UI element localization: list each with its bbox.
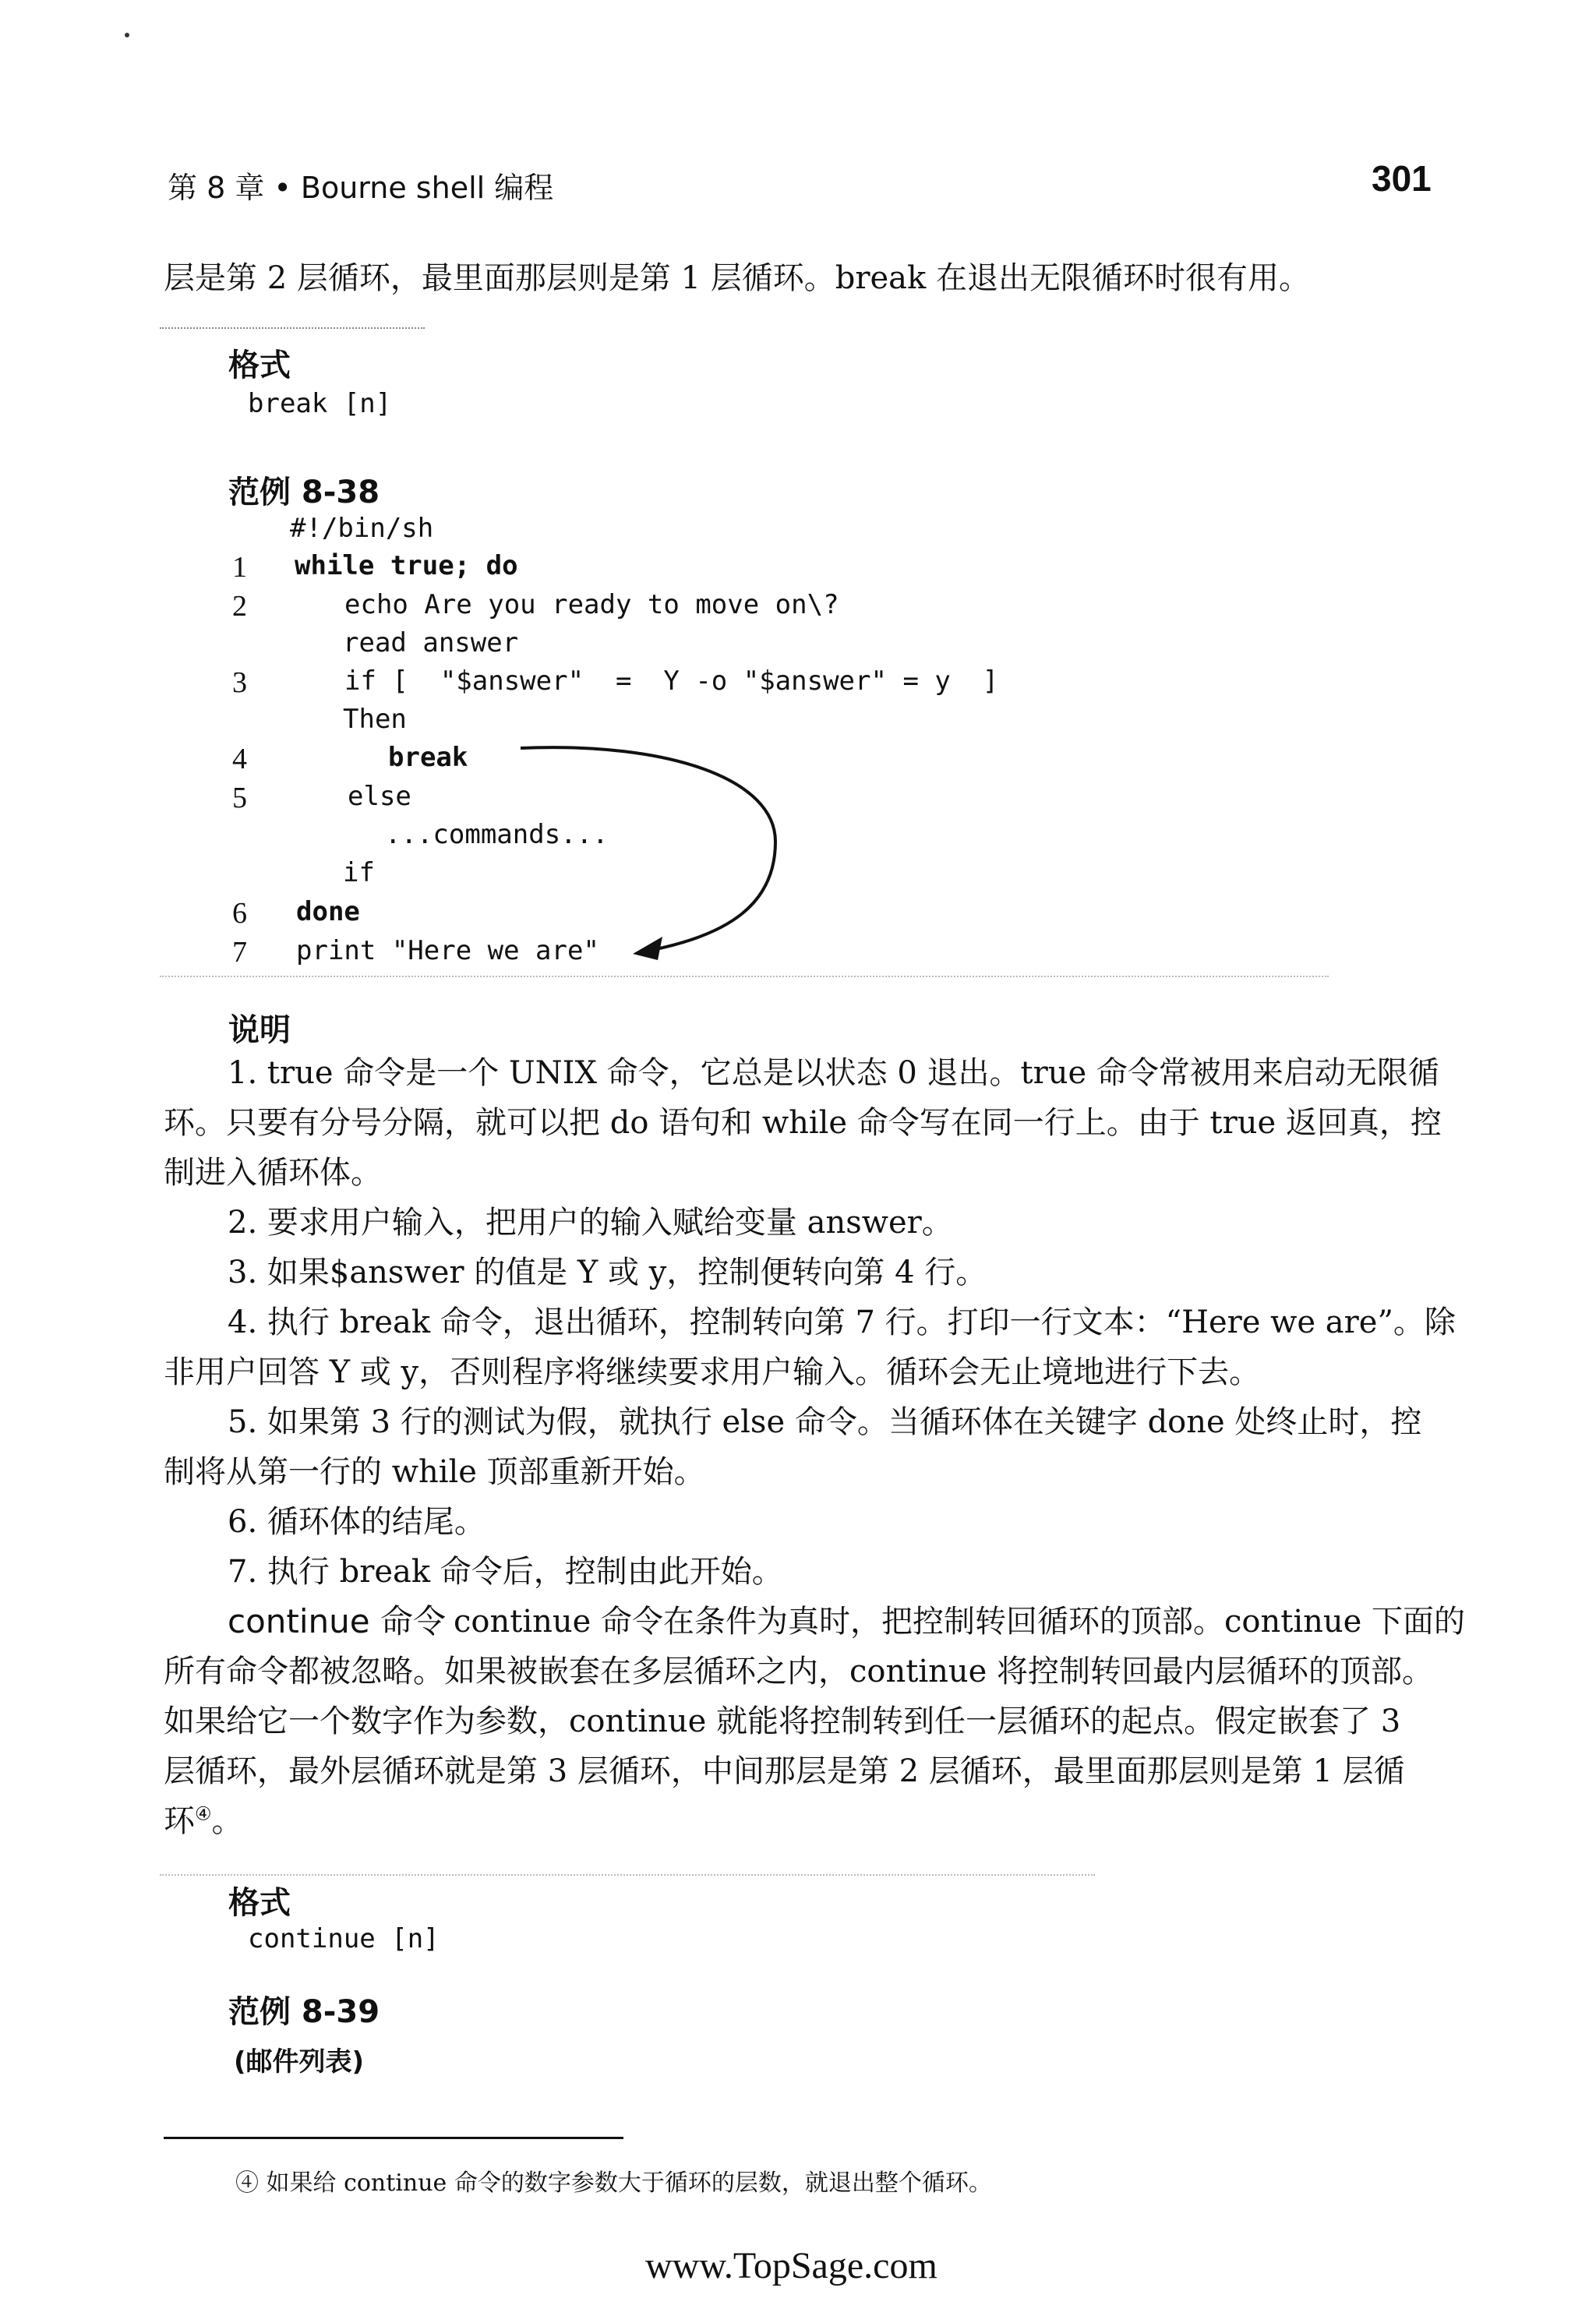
code-line: else bbox=[348, 781, 411, 812]
continue-heading: continue 命令 bbox=[228, 1602, 446, 1640]
code-line: read answer bbox=[343, 627, 519, 658]
explanation-item: 环。只要有分号分隔，就可以把 do 语句和 while 命令写在同一行上。由于 true 返回真，控 bbox=[164, 1105, 1442, 1141]
chapter-header: 第 8 章 • Bourne shell 编程 bbox=[168, 171, 554, 205]
code-line: done bbox=[296, 896, 360, 927]
code-line: if bbox=[343, 857, 375, 888]
continue-paragraph-line: 层循环，最外层循环就是第 3 层循环，中间那层是第 2 层循环，最里面那层则是第 1 层循 bbox=[164, 1753, 1405, 1789]
shebang-line: #!/bin/sh bbox=[290, 513, 434, 544]
footnote: ④ 如果给 continue 命令的数字参数大于循环的层数，就退出整个循环。 bbox=[235, 2169, 992, 2197]
explanation-item: 3. 如果$answer 的值是 Y 或 y，控制便转向第 4 行。 bbox=[228, 1255, 987, 1290]
code-line: print "Here we are" bbox=[296, 935, 599, 966]
divider bbox=[160, 1874, 1095, 1876]
code-line: break bbox=[388, 742, 468, 773]
example-label: 范例 8-38 bbox=[228, 475, 380, 510]
example-note: (邮件列表) bbox=[234, 2046, 365, 2078]
explanation-item: 非用户回答 Y 或 y，否则程序将继续要求用户输入。循环会无止境地进行下去。 bbox=[164, 1354, 1261, 1390]
line-number: 1 bbox=[232, 551, 247, 584]
continue-paragraph-line: continue 命令在条件为真时，把控制转回循环的顶部。continue 下面的 bbox=[454, 1604, 1466, 1640]
continue-last-line-end: 。 bbox=[211, 1803, 243, 1839]
divider bbox=[160, 976, 1329, 977]
format-code: break [n] bbox=[248, 388, 392, 419]
line-number: 2 bbox=[232, 590, 247, 623]
footer-url[interactable]: www.TopSage.com bbox=[645, 2245, 937, 2286]
explanation-label: 说明 bbox=[228, 1012, 291, 1048]
continue-paragraph-line: 如果给它一个数字作为参数，continue 就能将控制转到任一层循环的起点。假定嵌套了 3 bbox=[164, 1703, 1401, 1739]
explanation-item: 7. 执行 break 命令后，控制由此开始。 bbox=[228, 1554, 783, 1590]
intro-paragraph: 层是第 2 层循环，最里面那层则是第 1 层循环。break 在退出无限循环时很有用。 bbox=[164, 260, 1310, 296]
code-line: if [ "$answer" = Y -o "$answer" = y ] bbox=[344, 665, 999, 697]
code-line: echo Are you ready to move on\? bbox=[344, 589, 839, 620]
line-number: 5 bbox=[232, 782, 247, 814]
footnote-ref[interactable]: ④ bbox=[195, 1802, 212, 1825]
line-number: 7 bbox=[232, 936, 247, 969]
code-line: Then bbox=[343, 704, 407, 735]
page-number: 301 bbox=[1372, 158, 1432, 199]
explanation-item: 4. 执行 break 命令，退出循环，控制转向第 7 行。打印一行文本：“Here we are”。除 bbox=[228, 1305, 1456, 1340]
footnote-rule bbox=[164, 2137, 623, 2139]
code-line: while true; do bbox=[295, 550, 518, 581]
explanation-item: 制进入循环体。 bbox=[164, 1155, 382, 1191]
explanation-item: 5. 如果第 3 行的测试为假，就执行 else 命令。当循环体在关键字 done 处终止时，控 bbox=[228, 1404, 1422, 1440]
format-label: 格式 bbox=[228, 348, 291, 383]
format-label: 格式 bbox=[228, 1885, 291, 1921]
format-code: continue [n] bbox=[248, 1923, 440, 1954]
line-number: 3 bbox=[232, 666, 247, 699]
line-number: 4 bbox=[232, 743, 247, 775]
explanation-item: 6. 循环体的结尾。 bbox=[228, 1504, 486, 1540]
line-number: 6 bbox=[232, 897, 247, 930]
continue-last-line: 环 bbox=[164, 1803, 195, 1839]
explanation-item: 1. true 命令是一个 UNIX 命令，它总是以状态 0 退出。true 命令常被用来启动无限循 bbox=[228, 1055, 1439, 1091]
code-line: ...commands... bbox=[385, 819, 609, 850]
explanation-item: 制将从第一行的 while 顶部重新开始。 bbox=[164, 1454, 705, 1490]
example-label: 范例 8-39 bbox=[228, 1994, 380, 2030]
continue-paragraph-line: 所有命令都被忽略。如果被嵌套在多层循环之内，continue 将控制转回最内层循环的顶部。 bbox=[164, 1654, 1434, 1689]
explanation-item: 2. 要求用户输入，把用户的输入赋给变量 answer。 bbox=[228, 1205, 953, 1241]
continue-paragraph-line bbox=[164, 1796, 243, 1846]
